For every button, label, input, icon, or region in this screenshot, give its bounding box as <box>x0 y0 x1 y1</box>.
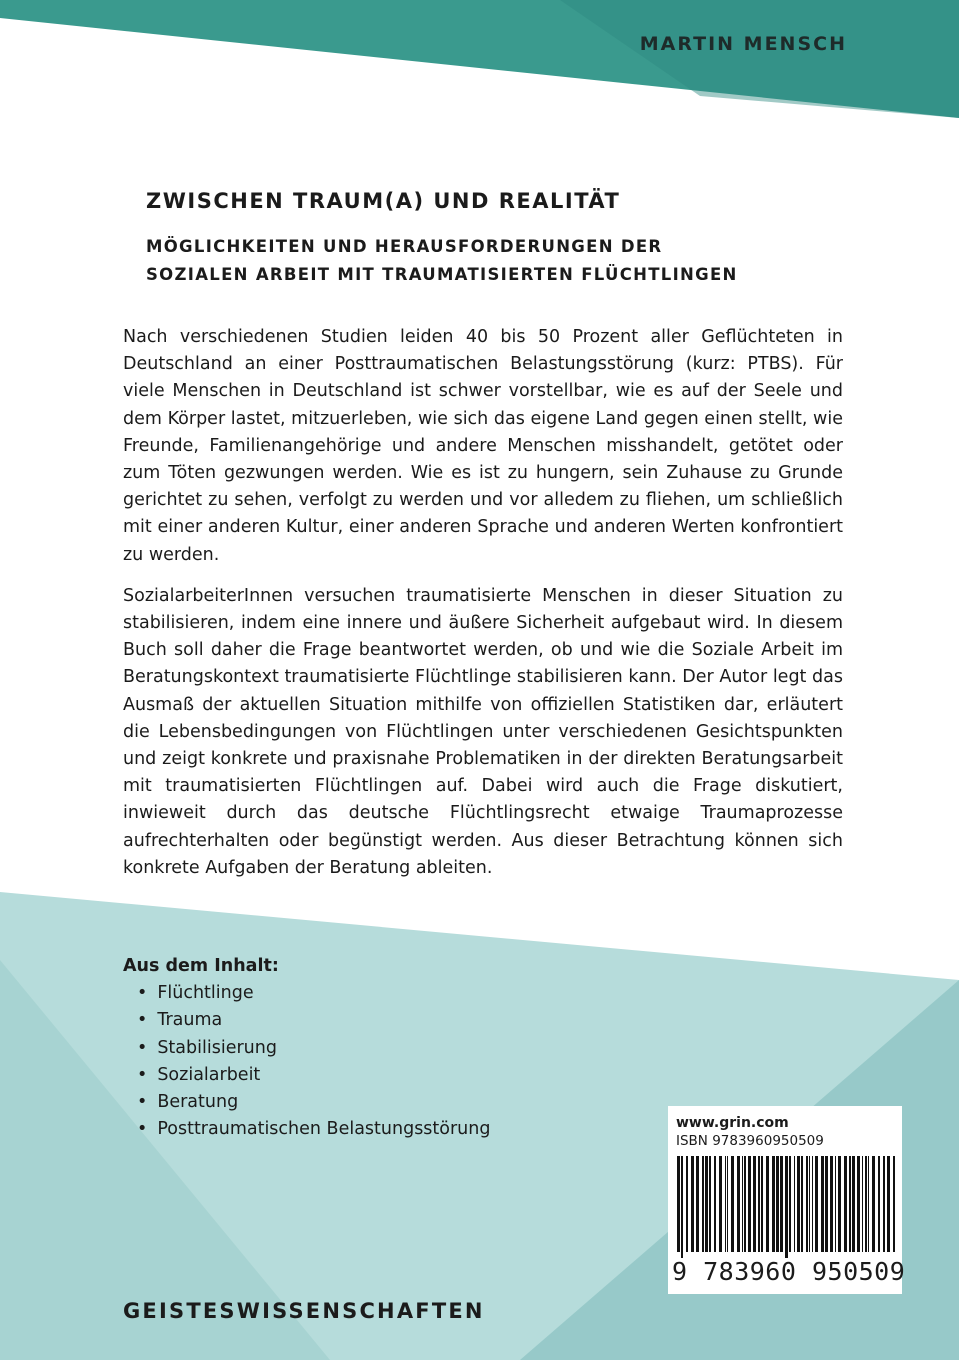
barcode-bar <box>705 1156 708 1252</box>
barcode-bar <box>887 1156 890 1252</box>
series-label: GEISTESWISSENSCHAFTEN <box>123 1299 485 1323</box>
barcode-bar <box>744 1156 746 1252</box>
barcode-bar <box>812 1156 813 1252</box>
barcode-bar <box>825 1156 828 1252</box>
barcode-bar <box>797 1156 800 1252</box>
description-paragraph: SozialarbeiterInnen versuchen traumatisierte Menschen in dieser Situation zu stabilisieren, indem eine innere und äußere Sicherheit aufgebaut wird. In diesem Buch soll daher die Frage beantwortet werden, ob und wie die Soziale Arbeit im Beratungskontext traumatisierte Flüchtlinge stabilisieren kann. Der Autor legt das Ausmaß der aktuellen Situation mithilfe von offiziellen Statistiken dar, erläutert die Lebensbedingungen von Flüchtlingen unter verschiedenen Gesichtspunkten und zeigt konkrete und praxisnahe Problematiken in der direkten Beratungsarbeit mit traumatisierten Flüchtlingen auf. Dabei wird auch die Frage diskutiert, inwieweit durch das deutsche Flüchtlingsrecht etwaige Traumaprozesse aufrechterhalten oder begünstigt werden. Aus dieser Betrachtung können sich konkrete Aufgaben der Beratung ableiten. <box>123 585 843 878</box>
barcode-bar <box>785 1156 788 1258</box>
barcode-bar <box>709 1156 711 1252</box>
barcode-bar <box>883 1156 885 1252</box>
barcode-bar <box>835 1156 836 1252</box>
barcode-bar <box>838 1156 841 1252</box>
barcode-bar <box>714 1156 716 1252</box>
barcode-bar <box>727 1156 728 1252</box>
barcode-bar <box>780 1156 783 1252</box>
book-title: ZWISCHEN TRAUM(A) UND REALITÄT <box>146 189 621 213</box>
barcode-bar <box>865 1156 867 1252</box>
barcode-bar <box>761 1156 763 1252</box>
barcode-bar <box>830 1156 833 1252</box>
barcode-bar <box>686 1156 688 1252</box>
barcode-bar <box>872 1156 875 1252</box>
barcode-bar <box>893 1156 895 1252</box>
contents-item: • Stabilisierung <box>137 1035 490 1062</box>
barcode <box>676 1156 896 1258</box>
barcode-bar <box>691 1156 694 1252</box>
barcode-number: 9 783960 950509 <box>672 1257 906 1286</box>
barcode-bar <box>681 1156 683 1258</box>
barcode-bar <box>878 1156 880 1252</box>
book-subtitle <box>146 233 738 289</box>
subtitle-line: SOZIALEN ARBEIT MIT TRAUMATISIERTEN FLÜCHTLINGEN <box>146 265 738 284</box>
barcode-bar <box>849 1156 851 1252</box>
barcode-bar <box>719 1156 722 1252</box>
contents-item: • Trauma <box>137 1007 490 1034</box>
contents-list <box>123 953 490 1143</box>
barcode-bar <box>862 1156 863 1252</box>
barcode-bar <box>766 1156 769 1252</box>
contents-item: • Sozialarbeit <box>137 1062 490 1089</box>
barcode-bar <box>776 1156 779 1252</box>
barcode-bar <box>677 1156 680 1252</box>
description-paragraph: Nach verschiedenen Studien leiden 40 bis 50 Prozent aller Geflüchteten in Deutschland an einer Posttraumatischen Belastungsstörung (kurz: PTBS). Für viele Menschen in Deutschland ist schwer vorstellbar, wie es auf der Seele und dem Körper lastet, mitzuerleben, wie sich das eigene Land gegen einen stellt, wie Freunde, Familienangehörige und andere Menschen misshandelt, getötet oder zum Töten gezwungen werden. Wie es ist zu hungern, sein Zuhause zu Grunde gerichtet zu sehen, verfolgt zu werden und vor alledem zu fliehen, um schließlich mit einer anderen Kultur, einer anderen Sprache und anderen Werten konfrontiert zu werden. <box>123 327 843 565</box>
barcode-bar <box>806 1156 808 1252</box>
author-name: MARTIN MENSCH <box>639 33 847 55</box>
barcode-bar <box>852 1156 855 1252</box>
barcode-bar <box>742 1156 743 1252</box>
book-description <box>123 324 843 896</box>
barcode-bar <box>801 1156 803 1252</box>
contents-heading: Aus dem Inhalt: <box>123 956 279 976</box>
publisher-url: www.grin.com <box>676 1115 789 1131</box>
isbn-label: ISBN 9783960950509 <box>676 1133 824 1149</box>
barcode-bar <box>753 1156 756 1252</box>
barcode-bar <box>725 1156 726 1252</box>
contents-item: • Beratung <box>137 1089 490 1116</box>
subtitle-line: MÖGLICHKEITEN UND HERAUSFORDERUNGEN DER <box>146 237 663 256</box>
barcode-bar <box>809 1156 810 1252</box>
barcode-bar <box>737 1156 740 1252</box>
barcode-bar <box>821 1156 824 1252</box>
barcode-bar <box>748 1156 751 1252</box>
contents-item: • Flüchtlinge <box>137 980 490 1007</box>
barcode-bar <box>868 1156 869 1252</box>
contents-item: • Posttraumatischen Belastungsstörung <box>137 1116 490 1143</box>
barcode-bar <box>702 1156 704 1252</box>
barcode-bar <box>815 1156 818 1252</box>
barcode-bar <box>794 1156 795 1252</box>
barcode-bar <box>857 1156 860 1252</box>
barcode-bar <box>696 1156 699 1252</box>
barcode-bar <box>844 1156 847 1252</box>
barcode-bar <box>772 1156 775 1252</box>
barcode-bar <box>731 1156 734 1252</box>
barcode-bar <box>789 1156 791 1252</box>
barcode-bar <box>758 1156 760 1252</box>
